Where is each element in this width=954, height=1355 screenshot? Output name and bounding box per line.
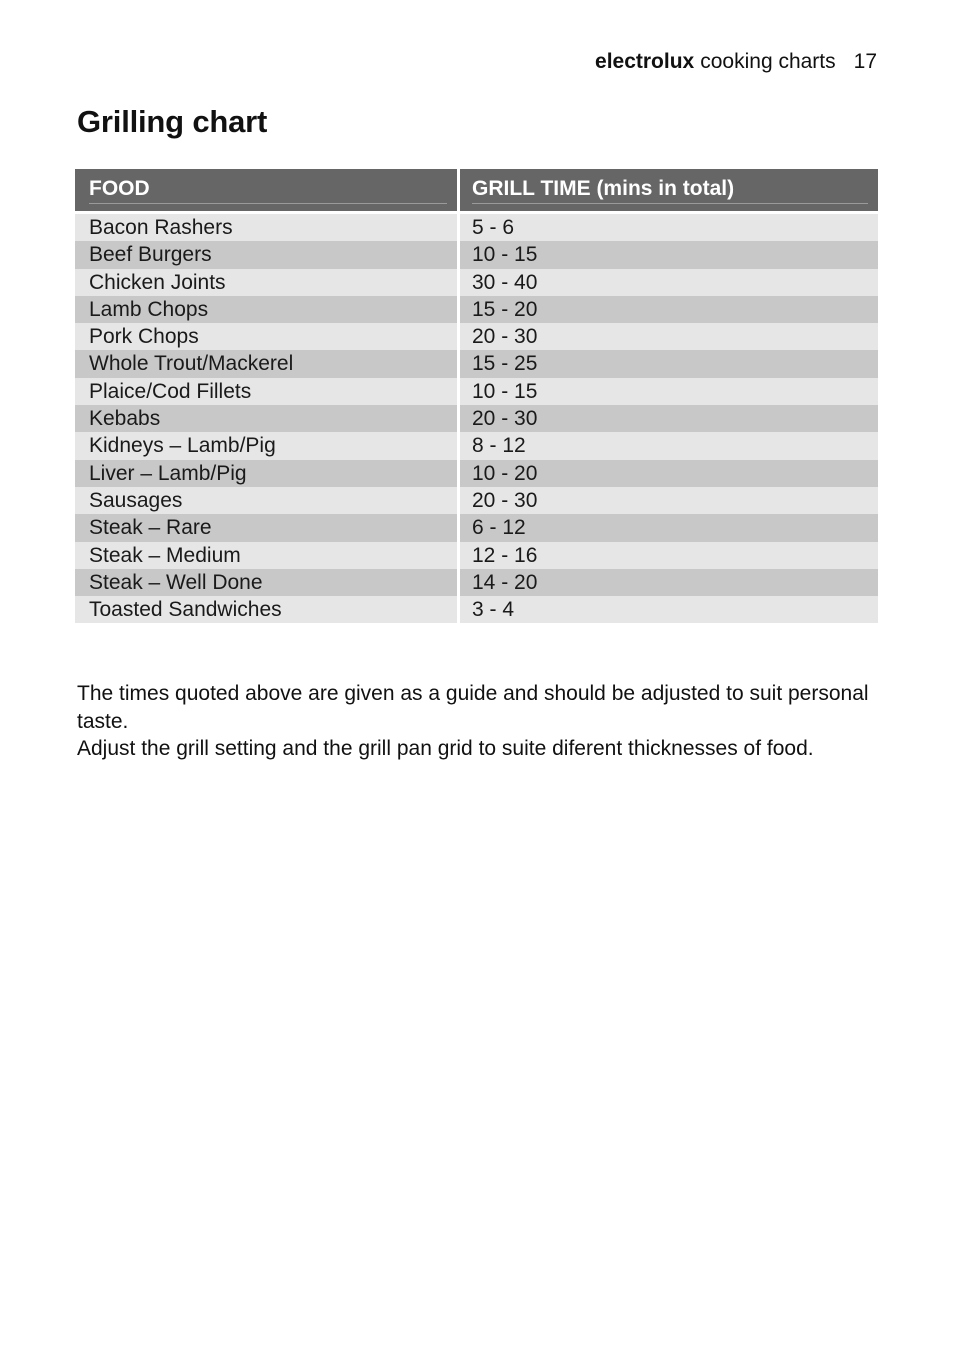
food-cell: Kebabs (75, 405, 460, 432)
notes (77, 680, 877, 763)
table-row (75, 405, 878, 432)
table-row (75, 378, 878, 405)
table-row (75, 323, 878, 350)
food-cell: Steak – Well Done (75, 569, 460, 596)
food-cell: Sausages (75, 487, 460, 514)
grill-time-cell: 20 - 30 (472, 407, 538, 431)
table-row (75, 350, 878, 377)
grill-time-cell: 20 - 30 (472, 325, 538, 349)
grill-time-cell: 30 - 40 (472, 270, 538, 294)
food-cell: Liver – Lamb/Pig (75, 460, 460, 487)
food-cell: Beef Burgers (75, 241, 460, 268)
food-cell: Bacon Rashers (75, 214, 460, 241)
table-row (75, 214, 878, 241)
table-row (75, 569, 878, 596)
food-cell: Steak – Rare (75, 514, 460, 541)
food-cell: Steak – Medium (75, 542, 460, 569)
food-cell: Kidneys – Lamb/Pig (75, 432, 460, 459)
column-header-food: FOOD (75, 169, 460, 211)
food-cell: Chicken Joints (75, 269, 460, 296)
table-row (75, 460, 878, 487)
grill-time-cell: 15 - 20 (472, 297, 538, 321)
grill-time-cell: 12 - 16 (472, 543, 538, 567)
table-body (75, 214, 878, 623)
note-guide: The times quoted above are given as a guide and should be adjusted to suit personal taste. (77, 682, 869, 733)
food-cell: Lamb Chops (75, 296, 460, 323)
grill-time-cell: 15 - 25 (472, 352, 538, 376)
table-row (75, 542, 878, 569)
grill-time-cell: 10 - 15 (472, 243, 538, 267)
table-row (75, 514, 878, 541)
food-cell: Toasted Sandwiches (75, 596, 460, 623)
page-header (595, 50, 877, 74)
column-header-grill-time: GRILL TIME (mins in total) (460, 169, 878, 211)
table-row (75, 596, 878, 623)
grill-time-cell: 3 - 4 (472, 598, 515, 622)
food-cell: Pork Chops (75, 323, 460, 350)
grill-time-cell: 14 - 20 (472, 570, 538, 594)
grill-time-cell: 20 - 30 (472, 488, 538, 512)
table-header (75, 169, 878, 214)
grill-time-cell: 10 - 15 (472, 379, 538, 403)
section-name: cooking charts (700, 50, 836, 73)
grill-time-cell: 6 - 12 (472, 516, 526, 540)
food-cell: Plaice/Cod Fillets (75, 378, 460, 405)
table-row (75, 432, 878, 459)
grill-time-cell: 10 - 20 (472, 461, 538, 485)
note-adjust: Adjust the grill setting and the grill pan grid to suite diferent thicknesses of food. (77, 737, 814, 760)
page-title: Grilling chart (77, 104, 268, 139)
grill-time-cell: 5 - 6 (472, 216, 515, 239)
grilling-table (75, 169, 878, 623)
table-row (75, 269, 878, 296)
grill-time-cell: 8 - 12 (472, 434, 526, 458)
page-number: 17 (853, 50, 877, 73)
food-cell: Whole Trout/Mackerel (75, 350, 460, 377)
table-row (75, 296, 878, 323)
table-row (75, 487, 878, 514)
table-row (75, 241, 878, 268)
brand-name: electrolux (595, 50, 695, 73)
